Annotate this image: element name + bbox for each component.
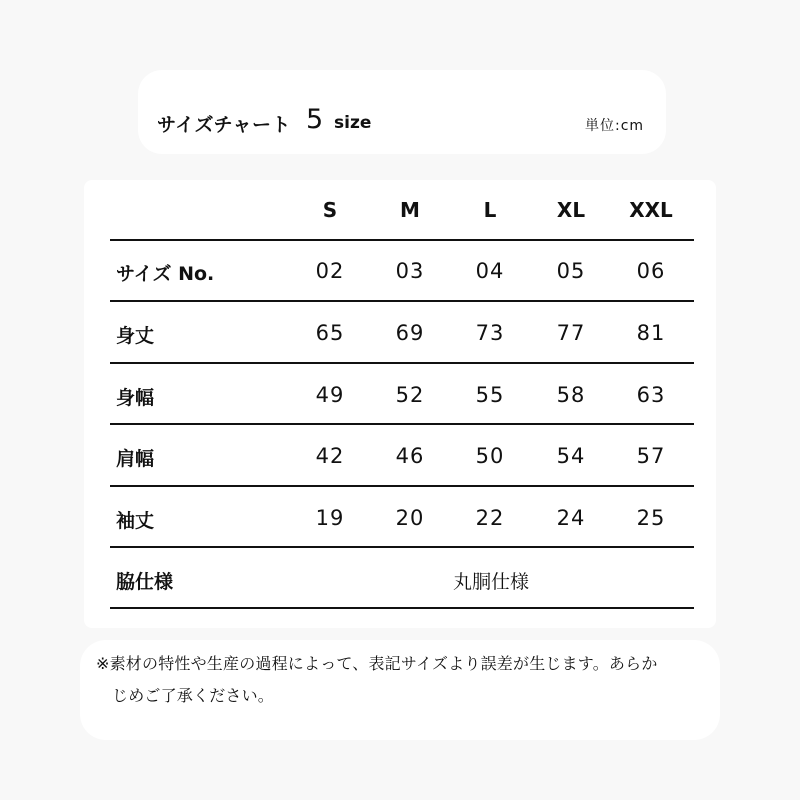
table-cell: 57 [636,444,666,468]
disclaimer-note [96,648,716,712]
row-label-side-spec: 脇仕様 [116,571,174,593]
column-header-m: M [400,198,420,222]
table-rule [110,423,694,425]
table-cell: 04 [475,259,505,283]
table-cell: 24 [556,506,586,530]
table-cell: 06 [636,259,666,283]
table-rule [110,607,694,609]
row-label-shoulder-width: 肩幅 [116,448,155,470]
unit-label: 単位:cm [585,118,645,134]
table-cell: 22 [475,506,505,530]
table-cell: 52 [395,383,425,407]
table-rule [110,546,694,548]
column-header-xl: XL [556,198,586,222]
chart-title: サイズチャート [157,114,292,136]
table-cell: 03 [395,259,425,283]
table-cell: 25 [636,506,666,530]
table-cell: 05 [556,259,586,283]
table-cell: 42 [315,444,345,468]
row-label-body-width: 身幅 [116,387,155,409]
row-label-size-no: サイズ No. [116,263,215,285]
table-rule [110,300,694,302]
table-cell: 49 [315,383,345,407]
table-cell: 02 [315,259,345,283]
row-label-body-length: 身丈 [116,325,155,347]
table-cell: 54 [556,444,586,468]
size-word: size [334,113,372,133]
table-cell: 50 [475,444,505,468]
table-rule [110,239,694,241]
table-rule [110,362,694,364]
table-cell: 55 [475,383,505,407]
size-count: 5 [306,104,324,135]
table-cell: 20 [395,506,425,530]
column-header-l: L [483,198,497,222]
table-cell: 19 [315,506,345,530]
table-rule [110,485,694,487]
table-cell: 77 [556,321,586,345]
column-header-s: S [322,198,338,222]
note-line: ※素材の特性や生産の過程によって、表記サイズより誤差が生じます。あらか [96,654,658,673]
table-cell: 58 [556,383,586,407]
table-cell: 46 [395,444,425,468]
table-cell: 63 [636,383,666,407]
table-cell: 73 [475,321,505,345]
column-header-xxl: XXL [629,198,673,222]
row-label-sleeve-length: 袖丈 [116,510,155,532]
note-line: じめご了承ください。 [112,686,275,705]
side-spec-value: 丸胴仕様 [452,571,529,593]
table-cell: 81 [636,321,666,345]
table-cell: 69 [395,321,425,345]
table-cell: 65 [315,321,345,345]
